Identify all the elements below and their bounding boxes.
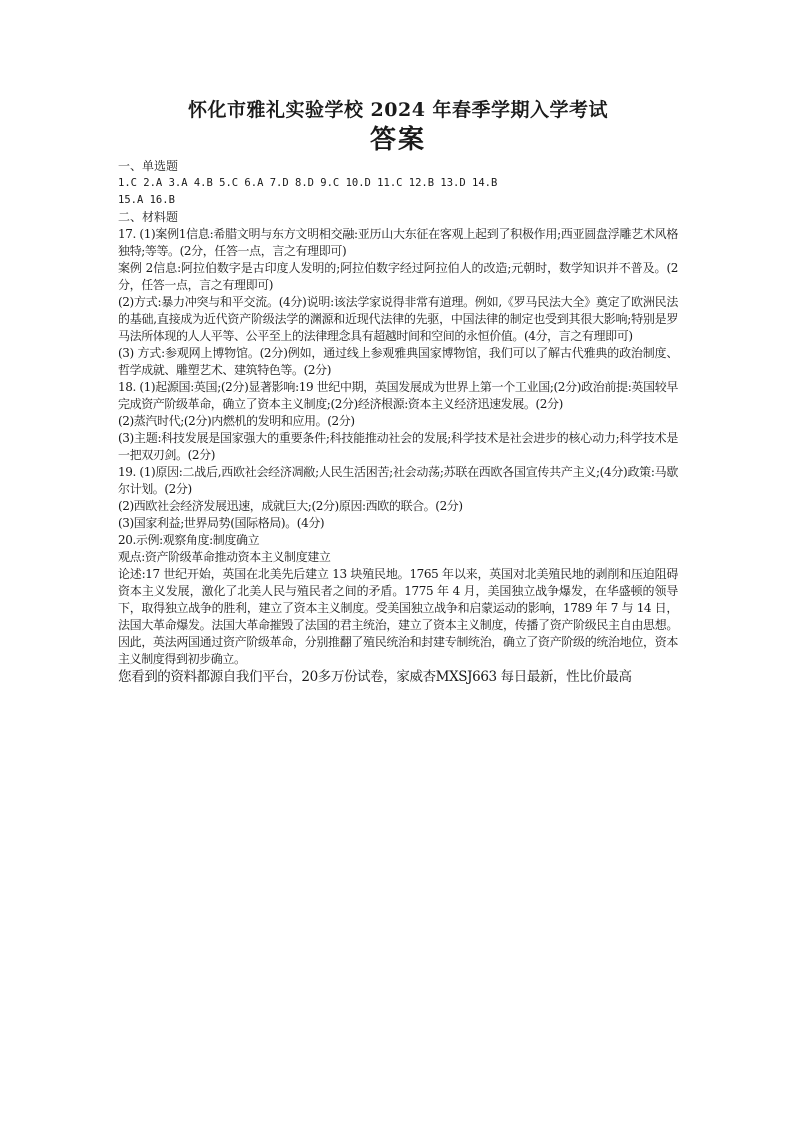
answer-19-2: (2)西欧社会经济发展迅速，成就巨大;(2分)原因:西欧的联合。(2分) [118,499,463,513]
answer-20-angle: 20.示例:观察角度:制度确立 [118,533,260,547]
answer-17-3: (3) 方式:参观网上博物馆。(2分)例如，通过线上参观雅典国家博物馆，我们可以了解古代雅典的政治制度、哲学成就、雕塑艺术、建筑特色等。(2分) [118,346,678,377]
page-title: 怀化市雅礼实验学校 2024 年春季学期入学考试 [187,99,609,121]
answer-17-2: (2)方式:暴力冲突与和平交流。(4分)说明:该法学家说得非常有道理。例如,《罗马民法大全》奠定了欧洲民法的基础,直接成为近代资产阶级法学的渊源和近现代法律的先驱，中国法律的制定也受到其很大影响;特别是罗马法所体现的人人平等、公平至上的法律理念具有超越时间和空间的永恒价值。(4分，言之有理即可) [118,295,678,343]
section-heading-single-choice: 一、单选题 [118,159,179,173]
answer-18-2: (2)蒸汽时代;(2分)内燃机的发明和应用。(2分) [118,414,355,428]
answer-20-viewpoint: 观点:资产阶级革命推动资本主义制度建立 [118,550,331,564]
answer-key-line-1: 1.C 2.A 3.A 4.B 5.C 6.A 7.D 8.D 9.C 10.D 11.C 12.B 13.D 14.B [118,177,498,189]
answer-key-line-2: 15.A 16.B [118,194,175,206]
answer-17-1-case1: 17. (1)案例1信息:希腊文明与东方文明相交融:亚历山大东征在客观上起到了积极作用;西亚圆盘浮雕艺术风格独特;等等。(2分，任答一点，言之有理即可) [118,227,678,258]
answer-19-3: (3)国家利益;世界局势(国际格局)。(4分) [118,516,325,530]
answer-18-3: (3)主题:科技发展是国家强大的重要条件;科技能推动社会的发展;科学技术是社会进步的核心动力;科学技术是一把双刃剑。(2分) [118,431,678,462]
answer-18-1: 18. (1)起源国:英国;(2分)显著影响:19 世纪中期，英国发展成为世界上第一个工业国;(2分)政治前提:英国较早完成资产阶级革命，确立了资本主义制度;(2分)经济根源:资本主义经济迅速发展。(2分) [118,380,678,411]
footer-note: 您看到的资料都源自我们平台，20多万份试卷，家威杏MXSJ663 每日最新，性比价最高 [118,669,632,685]
answer-19-1: 19. (1)原因:二战后,西欧社会经济凋敝;人民生活困苦;社会动荡;苏联在西欧各国宣传共产主义;(4分)政策:马歇尔计划。(2分) [118,465,678,496]
answer-17-1-case2: 案例 2信息:阿拉伯数字是古印度人发明的;阿拉伯数字经过阿拉伯人的改造;元朝时，数学知识并不普及。(2分，任答一点，言之有理即可) [118,261,678,292]
answer-20-argument: 论述:17 世纪开始，英国在北美先后建立 13 块殖民地。1765 年以来，英国对北美殖民地的剥削和压迫阻碍资本主义发展，激化了北美人民与殖民者之间的矛盾。1775 年 4 月，美国独立战争爆发，在华盛顿的领导下，取得独立战争的胜利，建立了资本主义制度。受美国独立战争和启蒙运动的影响，1789 年 7 与 14 日，法国大革命爆发。法国大革命摧毁了法国的君主统治，建立了资本主义制度，传播了资产阶级民主自由思想。因此，英法两国通过资产阶级革命，分别推翻了殖民统治和封建专制统治，确立了资产阶级的统治地位，资本主义制度得到初步确立。 [118,567,678,666]
page-subtitle: 答案 [369,125,426,155]
answer-sheet [118,98,678,686]
section-heading-material: 二、材料题 [118,210,179,224]
